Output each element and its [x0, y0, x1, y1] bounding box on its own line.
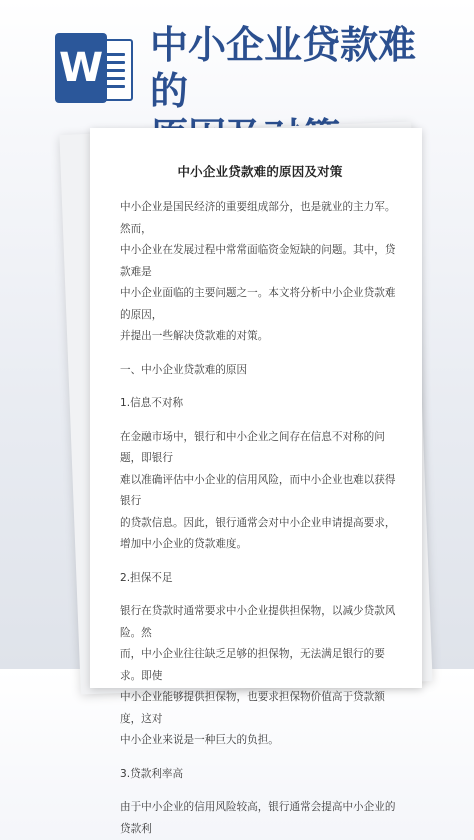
paragraph-line: 难以准确评估中小企业的信用风险，而中小企业也难以获得银行 [120, 473, 396, 507]
paragraph-line: 而，中小企业往往缺乏足够的担保物，无法满足银行的要求。即使 [120, 648, 385, 682]
paragraph-line: 由于中小企业的信用风险较高，银行通常会提高中小企业的贷款利 [120, 801, 396, 835]
banner [0, 0, 474, 125]
paragraph-3 [120, 797, 400, 840]
intro-paragraph [120, 197, 400, 348]
banner-title-line1: 中小企业贷款难的 [150, 23, 417, 113]
word-icon [55, 33, 133, 103]
intro-line: 中小企业是国民经济的重要组成部分，也是就业的主力军。然而， [120, 201, 396, 235]
paragraph-line: 中小企业能够提供担保物，也要求担保物价值高于贷款额度，这对 [120, 691, 385, 725]
paragraph-line: 在金融市场中，银行和中小企业之间存在信息不对称的问题，即银行 [120, 430, 385, 464]
paragraph-2 [120, 601, 400, 752]
word-letter-badge: W [55, 33, 107, 103]
document-title: 中小企业贷款难的原因及对策 [177, 164, 343, 179]
document-page [90, 128, 422, 835]
subheading-1: 1.信息不对称 [120, 397, 184, 409]
paragraph-line: 增加中小企业的贷款难度。 [120, 538, 248, 550]
section-heading-1: 一、中小企业贷款难的原因 [120, 363, 248, 376]
paragraph-line: 银行在贷款时通常要求中小企业提供担保物，以减少贷款风险。然 [120, 605, 396, 639]
paragraph-1 [120, 427, 400, 556]
paragraph-line: 中小企业来说是一种巨大的负担。 [120, 734, 279, 746]
subheading-3: 3.贷款利率高 [120, 767, 184, 780]
intro-line: 中小企业在发展过程中常常面临资金短缺的问题。其中，贷款难是 [120, 244, 396, 278]
subheading-2: 2.担保不足 [120, 571, 173, 584]
intro-line: 中小企业面临的主要问题之一。本文将分析中小企业贷款难的原因， [120, 287, 396, 321]
paragraph-line: 的贷款信息。因此，银行通常会对中小企业申请提高要求， [120, 516, 396, 529]
intro-line: 并提出一些解决贷款难的对策。 [120, 330, 269, 342]
